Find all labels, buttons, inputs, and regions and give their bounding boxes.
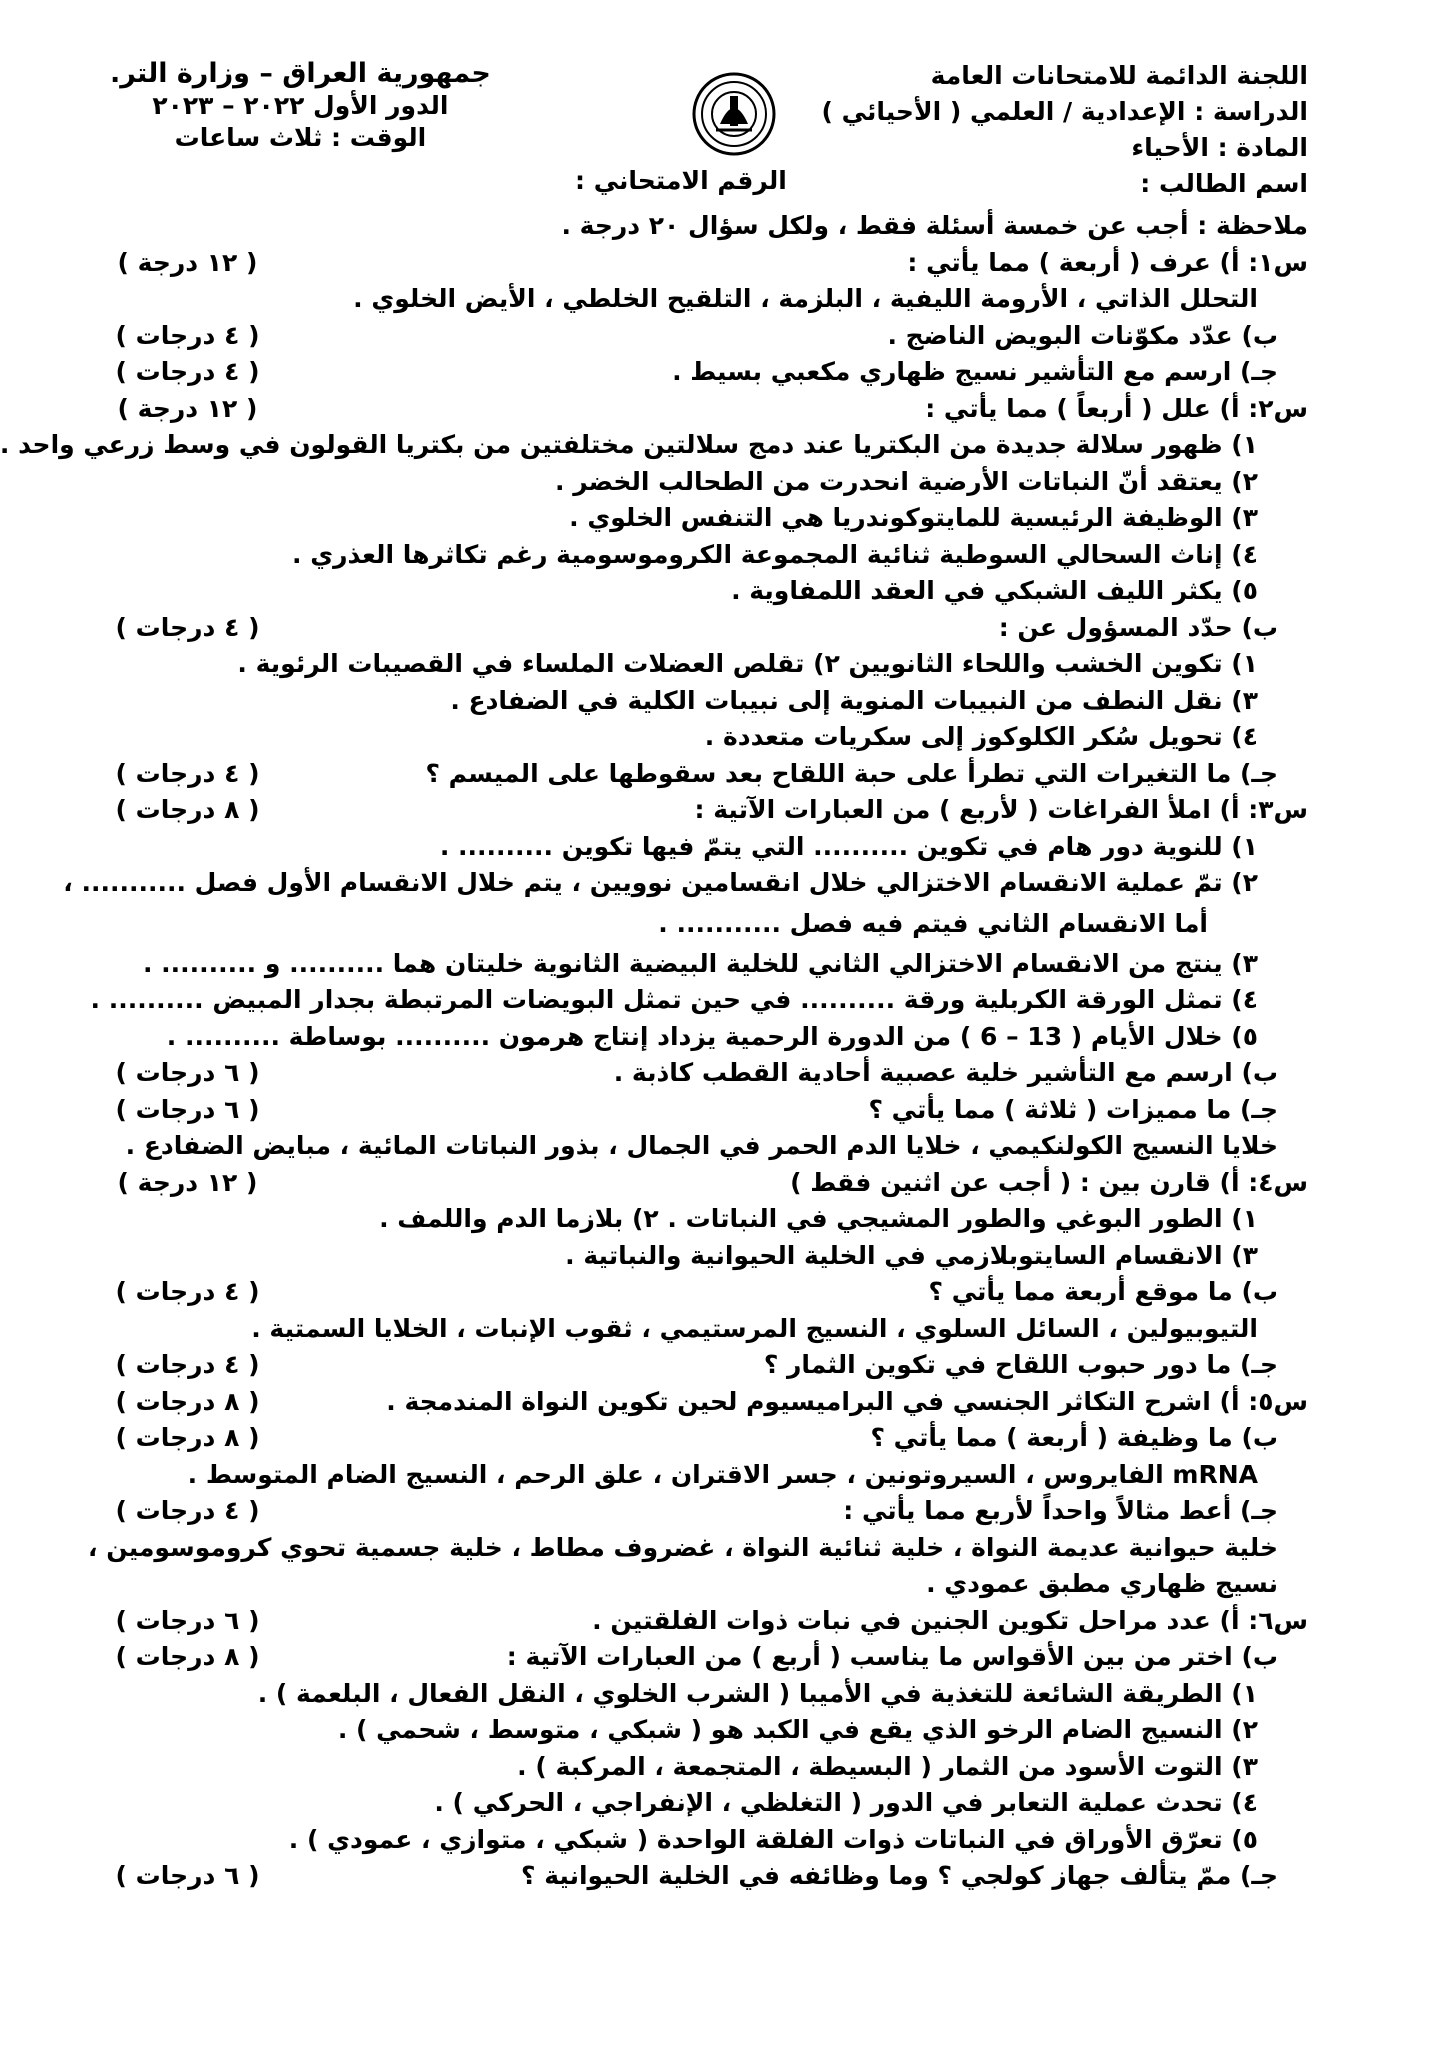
question-line bbox=[100, 1457, 1348, 1494]
question-text: ١) الطور البوغي والطور المشيجي في النباتات . ٢) بلازما الدم واللمف . bbox=[379, 1204, 1258, 1233]
question-text: التيوبيولين ، السائل السلوي ، النسيج المرستيمي ، ثقوب الإنبات ، الخلايا السمتية . bbox=[251, 1313, 1258, 1343]
question-text: س٥: أ) اشرح التكاثر الجنسي في البراميسيوم لحين تكوين النواة المندمجة . bbox=[386, 1386, 1308, 1416]
question-text: ٢) تمّ عملية الانقسام الاختزالي خلال انقسامين نوويين ، يتم خلال الانقسام الأول فصل ........... ، bbox=[63, 868, 1258, 897]
question-text: ب) ارسم مع التأشير خلية عصبية أحادية القطب كاذبة . bbox=[613, 1058, 1278, 1087]
question-text: س٤: أ) قارن بين : ( أجب عن اثنين فقط ) bbox=[790, 1167, 1308, 1197]
question-text: خلايا النسيج الكولنكيمي ، خلايا الدم الحمر في الجمال ، بذور النباتات المائية ، مبايض الضفادع . bbox=[125, 1131, 1278, 1160]
question-text: ٣) التوت الأسود من الثمار ( البسيطة ، المتجمعة ، المركبة ) . bbox=[517, 1751, 1258, 1781]
marks-label: ( ١٢ درجة ) bbox=[117, 393, 258, 423]
question-text: ٥) تعرّق الأوراق في النباتات ذوات الفلقة الواحدة ( شبكي ، متوازي ، عمودي ) . bbox=[288, 1824, 1258, 1854]
question-text: ب) ما موقع أربعة مما يأتي ؟ bbox=[928, 1277, 1278, 1306]
question-text: جـ) ارسم مع التأشير نسيج ظهاري مكعبي بسيط . bbox=[672, 357, 1278, 386]
question-text: ٤) تحدث عملية التعابر في الدور ( التغلظي ، الإنفراجي ، الحركي ) . bbox=[434, 1788, 1258, 1817]
marks-label: ( ٤ درجات ) bbox=[115, 1496, 260, 1525]
question-line bbox=[100, 1019, 1348, 1056]
marks-label: ( ٤ درجات ) bbox=[115, 320, 260, 350]
question-text: ٥) يكثر الليف الشبكي في العقد اللمفاوية . bbox=[731, 576, 1258, 605]
question-text: ٤) تحويل سُكر الكلوكوز إلى سكريات متعددة . bbox=[704, 722, 1258, 751]
question-text: ٣) ينتج من الانقسام الاختزالي الثاني للخلية البيضية الثانوية خليتان هما .......... و .......... . bbox=[142, 948, 1258, 978]
question-line bbox=[100, 1128, 1348, 1165]
question-line bbox=[100, 1274, 1348, 1311]
question-line bbox=[100, 1055, 1348, 1092]
question-text: س٢: أ) علل ( أربعاً ) مما يأتي : bbox=[925, 393, 1308, 423]
question-line bbox=[100, 756, 1348, 793]
question-text: ٤) إناث السحالي السوطية ثنائية المجموعة الكروموسومية رغم تكاثرها العذري . bbox=[292, 539, 1258, 569]
question-line bbox=[100, 354, 1348, 391]
question-text: ٣) الوظيفة الرئيسية للمايتوكوندريا هي التنفس الخلوي . bbox=[569, 503, 1258, 532]
question-line bbox=[100, 245, 1348, 282]
question-line bbox=[100, 281, 1348, 318]
question-line bbox=[100, 500, 1348, 537]
marks-label: ( ٨ درجات ) bbox=[115, 795, 260, 824]
question-line bbox=[100, 1785, 1348, 1822]
question-line bbox=[0, 427, 1348, 464]
question-text: ١) تكوين الخشب واللحاء الثانويين ٢) تقلص العضلات الملساء في القصيبات الرئوية . bbox=[237, 649, 1258, 678]
question-line bbox=[100, 1493, 1348, 1530]
question-text: س١: أ) عرف ( أربعة ) مما يأتي : bbox=[907, 247, 1308, 277]
marks-label: ( ٦ درجات ) bbox=[115, 1058, 260, 1087]
question-text: ٤) تمثل الورقة الكربلية ورقة .......... في حين تمثل البويضات المرتبطة بجدار المبيض .......... . bbox=[90, 985, 1258, 1014]
marks-label: ( ١٢ درجة ) bbox=[117, 247, 258, 277]
question-text: ١) ظهور سلالة جديدة من البكتريا عند دمج سلالتين مختلفتين من بكتريا القولون في وسط زرعي واحد . bbox=[0, 430, 1258, 459]
question-line bbox=[100, 1092, 1348, 1129]
question-text: ٥) خلال الأيام ( 13 – 6 ) من الدورة الرحمية يزداد إنتاج هرمون .......... بوساطة .......... . bbox=[166, 1021, 1258, 1051]
question-line bbox=[100, 464, 1348, 501]
marks-label: ( ٨ درجات ) bbox=[115, 1423, 260, 1452]
ministry-seal-icon bbox=[690, 70, 778, 158]
marks-label: ( ٤ درجات ) bbox=[115, 1350, 260, 1379]
question-line bbox=[100, 1384, 1348, 1421]
question-text: جـ) ما مميزات ( ثلاثة ) مما يأتي ؟ bbox=[868, 1094, 1278, 1124]
question-text: ٢) النسيج الضام الرخو الذي يقع في الكبد هو ( شبكي ، متوسط ، شحمي ) . bbox=[337, 1715, 1258, 1744]
exam-number-label: الرقم الامتحاني : bbox=[575, 166, 787, 195]
marks-label: ( ٨ درجات ) bbox=[115, 1386, 260, 1416]
question-text: جـ) ما التغيرات التي تطرأ على حبة اللقاح بعد سقوطها على الميسم ؟ bbox=[425, 758, 1278, 788]
question-line bbox=[100, 610, 1348, 647]
question-text: ب) ما وظيفة ( أربعة ) مما يأتي ؟ bbox=[870, 1423, 1278, 1452]
question-line bbox=[100, 537, 1348, 574]
question-text: جـ) ممّ يتألف جهاز كولجي ؟ وما وظائفه في الخلية الحيوانية ؟ bbox=[521, 1861, 1278, 1890]
exam-duration: الوقت : ثلاث ساعات bbox=[174, 123, 427, 152]
question-line bbox=[100, 1311, 1348, 1348]
question-line bbox=[100, 1420, 1348, 1457]
question-line bbox=[100, 829, 1348, 866]
question-line bbox=[100, 318, 1348, 355]
question-line bbox=[100, 1749, 1348, 1786]
question-line bbox=[100, 1603, 1348, 1640]
marks-label: ( ٤ درجات ) bbox=[115, 612, 260, 642]
question-text: جـ) ما دور حبوب اللقاح في تكوين الثمار ؟ bbox=[763, 1350, 1278, 1379]
question-text: ٣) نقل النطف من النبيبات المنوية إلى نبيبات الكلية في الضفادع . bbox=[450, 685, 1258, 715]
question-text: ملاحظة : أجب عن خمسة أسئلة فقط ، ولكل سؤال ٢٠ درجة . bbox=[561, 211, 1308, 240]
question-line bbox=[100, 1639, 1348, 1676]
question-line bbox=[100, 573, 1348, 610]
marks-label: ( ٦ درجات ) bbox=[115, 1094, 260, 1124]
question-line bbox=[100, 902, 1348, 946]
question-line bbox=[100, 719, 1348, 756]
republic-ministry: جمهورية العراق – وزارة التر. bbox=[110, 58, 491, 89]
marks-label: ( ٤ درجات ) bbox=[115, 1277, 260, 1306]
question-text: نسيج ظهاري مطبق عمودي . bbox=[926, 1569, 1278, 1598]
marks-label: ( ٦ درجات ) bbox=[115, 1861, 260, 1890]
question-text: ب) حدّد المسؤول عن : bbox=[998, 612, 1278, 642]
question-line bbox=[100, 1165, 1348, 1202]
question-line bbox=[100, 208, 1348, 245]
question-line bbox=[100, 646, 1348, 683]
question-line bbox=[100, 1712, 1348, 1749]
question-text: س٣: أ) املأ الفراغات ( لأربع ) من العبارات الآتية : bbox=[694, 795, 1308, 824]
question-line bbox=[100, 1676, 1348, 1713]
question-line bbox=[63, 865, 1348, 902]
question-text: س٦: أ) عدد مراحل تكوين الجنين في نبات ذوات الفلقتين . bbox=[592, 1605, 1308, 1635]
question-line bbox=[100, 1238, 1348, 1275]
question-text: خلية حيوانية عديمة النواة ، خلية ثنائية النواة ، غضروف مطاط ، خلية جسمية تحوي كروموسومين ، bbox=[88, 1532, 1278, 1562]
questions-body bbox=[0, 208, 1348, 1895]
question-line bbox=[100, 1822, 1348, 1859]
question-line bbox=[100, 792, 1348, 829]
marks-label: ( ٤ درجات ) bbox=[115, 357, 260, 386]
question-line bbox=[100, 946, 1348, 983]
committee-name: اللجنة الدائمة للامتحانات العامة bbox=[930, 61, 1308, 90]
student-name-label: اسم الطالب : bbox=[1140, 169, 1308, 198]
question-text: ب) اختر من بين الأقواس ما يناسب ( أربع ) من العبارات الآتية : bbox=[506, 1642, 1278, 1671]
study-branch: الدراسة : الإعدادية / العلمي ( الأحيائي ) bbox=[821, 97, 1308, 126]
marks-label: ( ٦ درجات ) bbox=[115, 1605, 260, 1635]
question-text: ١) الطريقة الشائعة للتغذية في الأميبا ( الشرب الخلوي ، النقل الفعال ، البلعمة ) . bbox=[257, 1678, 1258, 1708]
question-text: ٣) الانقسام السايتوبلازمي في الخلية الحيوانية والنباتية . bbox=[565, 1240, 1258, 1270]
header-left-block bbox=[110, 58, 491, 154]
question-text: ١) للنوية دور هام في تكوين .......... التي يتمّ فيها تكوين .......... . bbox=[439, 831, 1258, 861]
question-text: mRNA الفايروس ، السيروتونين ، جسر الاقتران ، علق الرحم ، النسيج الضام المتوسط . bbox=[187, 1459, 1258, 1489]
question-line bbox=[100, 1858, 1348, 1895]
marks-label: ( ٤ درجات ) bbox=[115, 758, 260, 788]
question-line bbox=[100, 1347, 1348, 1384]
question-line bbox=[90, 982, 1348, 1019]
marks-label: ( ١٢ درجة ) bbox=[117, 1167, 258, 1197]
marks-label: ( ٨ درجات ) bbox=[115, 1642, 260, 1671]
question-line bbox=[100, 1201, 1348, 1238]
question-text: جـ) أعط مثالاً واحداً لأربع مما يأتي : bbox=[843, 1496, 1278, 1525]
question-line bbox=[88, 1530, 1348, 1567]
question-line bbox=[100, 683, 1348, 720]
exam-header bbox=[100, 58, 1348, 208]
question-text: التحلل الذاتي ، الأرومة الليفية ، البلزمة ، التلقيح الخلطي ، الأيض الخلوي . bbox=[353, 284, 1258, 313]
question-line bbox=[100, 1566, 1348, 1603]
subject: المادة : الأحياء bbox=[1131, 133, 1308, 162]
exam-round: الدور الأول ٢٠٢٢ – ٢٠٢٣ bbox=[152, 91, 449, 120]
question-text: أما الانقسام الثاني فيتم فيه فصل ........... . bbox=[658, 908, 1208, 938]
header-right-block bbox=[822, 58, 1308, 202]
question-text: ب) عدّد مكوّنات البويض الناضج . bbox=[887, 320, 1278, 350]
question-text: ٢) يعتقد أنّ النباتات الأرضية انحدرت من الطحالب الخضر . bbox=[555, 466, 1258, 496]
question-line bbox=[100, 391, 1348, 428]
